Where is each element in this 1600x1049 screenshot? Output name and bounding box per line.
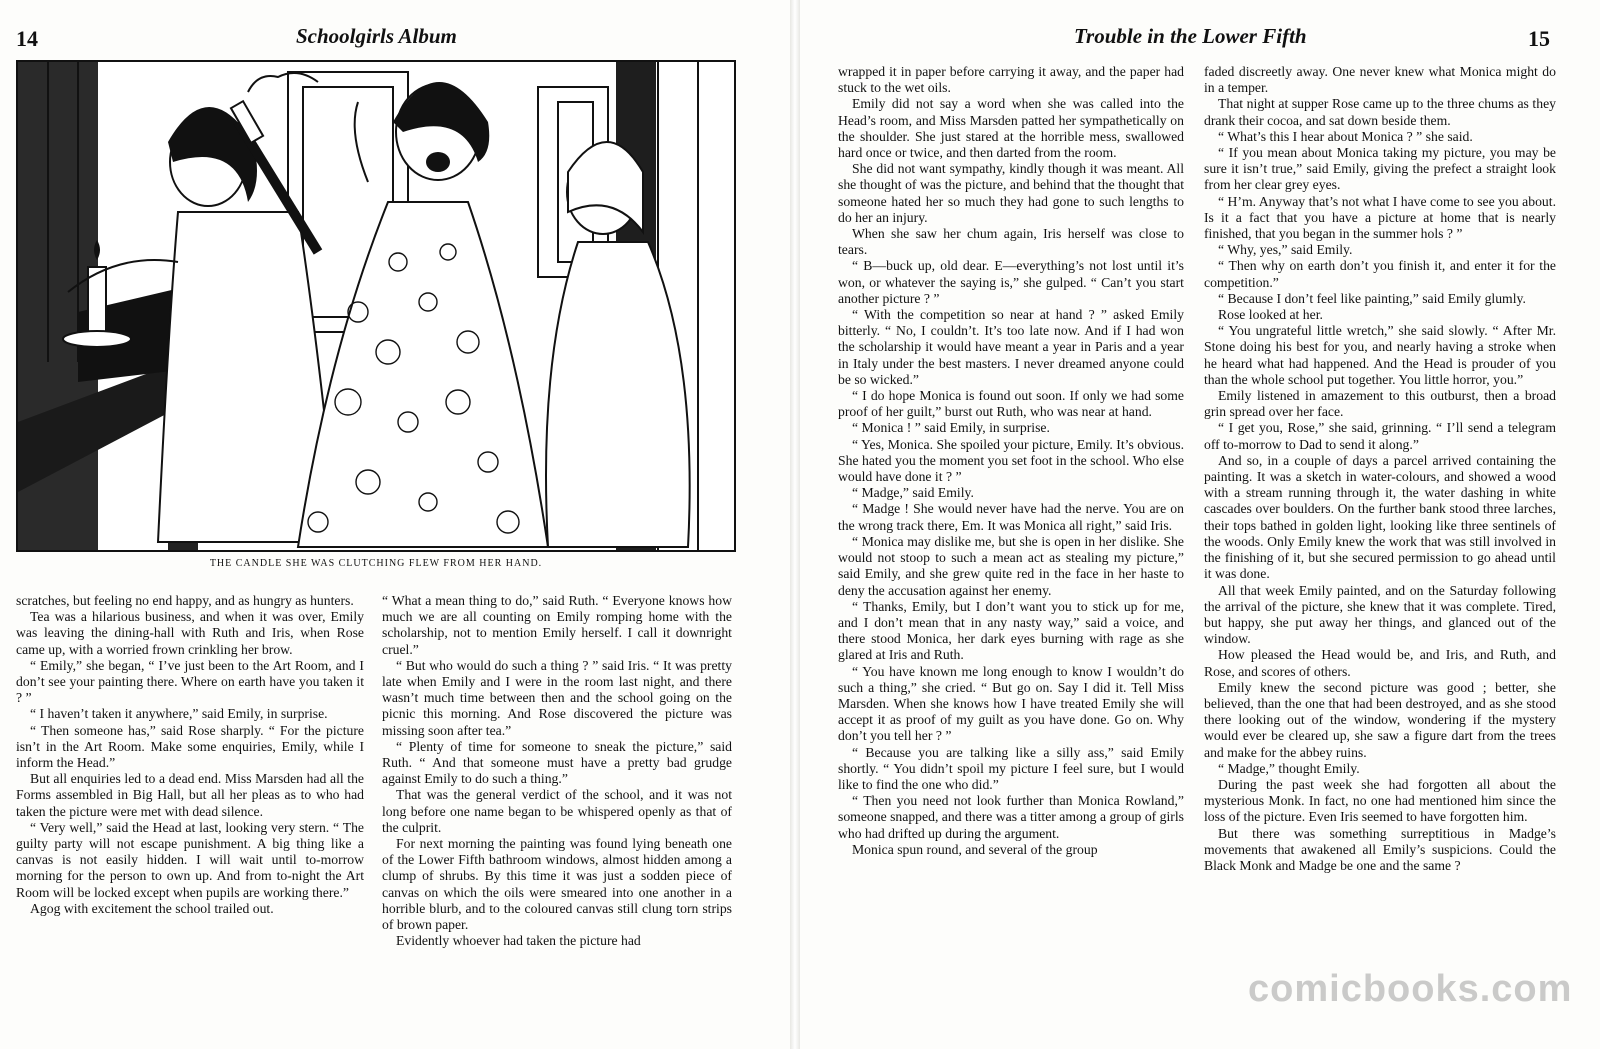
paragraph: “ Yes, Monica. She spoiled your picture, Emily. It’s obvious. She hated you the moment you set foot in the school. Who else would have done it ? ” bbox=[838, 436, 1184, 485]
paragraph: “ You have known me long enough to know I wouldn’t do such a thing,” she cried. “ But go on. Say I did it. Tell Miss Marsden. When she knows how I have treated Emily she will accept it as proof of my guilt as you have done. Go on. Why don’t you tell her ? ” bbox=[838, 663, 1184, 744]
paragraph: “ Monica ! ” said Emily, in surprise. bbox=[852, 420, 1050, 436]
right-page-number: 15 bbox=[1528, 26, 1550, 51]
paragraph: When she saw her chum again, Iris herself was close to tears. bbox=[838, 226, 1184, 258]
paragraph: “ What’s this I hear about Monica ? ” she said. bbox=[1218, 128, 1473, 144]
paragraph: For next morning the painting was found lying beneath one of the Lower Fifth bathroom windows, almost hidden among a clump of shrubs. By this time it was just a sodden piece of canvas on which the oils were smeared into one another in a horrible blurb, and to the coloured canvas still clung torn strips of brown paper. bbox=[382, 836, 732, 933]
paragraph: Tea was a hilarious business, and when it was over, Emily was leaving the dining-hall with Ruth and Iris, when Rose came up, with a worried frown crinkling her brow. bbox=[16, 609, 364, 657]
paragraph: faded discreetly away. One never knew what Monica might do in a temper. bbox=[1204, 64, 1556, 96]
paragraph: How pleased the Head would be, and Iris, and Ruth, and Rose, and scores of others. bbox=[1204, 647, 1556, 679]
paragraph: Emily did not say a word when she was called into the Head’s room, and Miss Marsden patted her sympathetically on the shoulder. She just stared at the horrible mess, swallowed hard once or twice, and then darted from the room. bbox=[838, 96, 1184, 161]
paragraph: “ B—buck up, old dear. E—everything’s not lost until it’s won, or whatever the saying is,” she gulped. “ Can’t you start another picture ? ” bbox=[838, 258, 1184, 306]
left-page-number: 14 bbox=[16, 26, 38, 51]
watermark: comicbooks.com bbox=[1248, 968, 1573, 1010]
right-column-1 bbox=[838, 64, 1184, 1010]
paragraph: “ Because you are talking like a silly ass,” said Emily shortly. “ You didn’t spoil my picture I feel sure, but I would like to find the one who did.” bbox=[838, 744, 1184, 792]
paragraph: “ Thanks, Emily, but I don’t want you to stick up for me, and I don’t mean that in any nasty way,” said a voice, and there stood Monica, her dark eyes burning with rage as she glared at Iris and Ruth. bbox=[838, 598, 1184, 663]
paragraph: “ Monica may dislike me, but she is open in her dislike. She would not stoop to such a mean act as stealing my picture,” said Emily, and she grew quite red in the face in her haste to deny the accusation against her enemy. bbox=[838, 533, 1184, 598]
paragraph: “ Very well,” said the Head at last, looking very stern. “ The guilty party will not escape punishment. A big thing like a canvas is not easily hidden. I will wait until to-morrow morning for the person to own up. And from to-night the Art Room will be locked except when pupils are working there.” bbox=[16, 819, 364, 900]
paragraph: Emily listened in amazement to this outburst, then a broad grin spread over her face. bbox=[1204, 388, 1556, 420]
paragraph: “ Then you need not look further than Monica Rowland,” someone snapped, and there was a titter among a group of girls who had drifted up during the argument. bbox=[838, 793, 1184, 841]
left-column-2 bbox=[382, 593, 732, 1011]
paragraph: “ Because I don’t feel like painting,” said Emily glumly. bbox=[1218, 290, 1526, 306]
page-gutter bbox=[790, 0, 800, 1049]
right-column-2 bbox=[1204, 64, 1556, 1010]
left-running-head: Schoolgirls Album bbox=[296, 24, 457, 48]
paragraph: “ You ungrateful little wretch,” she said slowly. “ After Mr. Stone doing his best for you, and nearly having a stroke when he heard what had happened. And the Head is prouder of you than the whole school put together. You little horror, you.” bbox=[1204, 323, 1556, 387]
paragraph: Monica spun round, and several of the group bbox=[852, 841, 1098, 857]
right-running-head: Trouble in the Lower Fifth bbox=[1074, 24, 1307, 48]
paragraph: “ Then why on earth don’t you finish it, and enter it for the competition.” bbox=[1204, 258, 1556, 290]
paragraph: “ I haven’t taken it anywhere,” said Emily, in surprise. bbox=[30, 706, 328, 722]
right-page bbox=[800, 0, 1600, 1049]
left-column-1 bbox=[16, 593, 364, 1011]
paragraph: Evidently whoever had taken the picture had bbox=[396, 933, 641, 949]
left-page bbox=[0, 0, 790, 1049]
paragraph: All that week Emily painted, and on the Saturday following the arrival of the picture, she knew that it was complete. Tired, but happy, she put away her things, and glanced out of the window. bbox=[1204, 582, 1556, 647]
paragraph: “ Plenty of time for someone to sneak the picture,” said Ruth. “ And that someone must have a pretty bad grudge against Emily to do such a thing.” bbox=[382, 738, 732, 787]
paragraph: “ Madge,” thought Emily. bbox=[1218, 760, 1360, 776]
paragraph: “ I get you, Rose,” she said, grinning. “ I’ll send a telegram off to-morrow to Dad to send it along.” bbox=[1204, 420, 1556, 452]
paragraph: “ But who would do such a thing ? ” said Iris. “ It was pretty late when Emily and I were in the room last night, and there wasn’t much time between then and the school going on the picnic this morning. And Rose discovered the picture was missing soon after tea.” bbox=[382, 657, 732, 738]
paragraph: Emily knew the second picture was good ; better, she believed, than the one that had been destroyed, and as she stood there looking out of the window, wondering if the mystery would ever be cleared up, she saw a figure dart from the trees and make for the abbey ruins. bbox=[1204, 679, 1556, 760]
paragraph: “ Madge ! She would never have had the nerve. You are on the wrong track there, Em. It was Monica all right,” said Iris. bbox=[838, 501, 1184, 533]
paragraph: scratches, but feeling no end happy, and as hungry as hunters. bbox=[16, 593, 354, 608]
story-illustration bbox=[16, 60, 736, 552]
paragraph: And so, in a couple of days a parcel arrived containing the painting. It was a sketch in water-colours, and showed a wood with a stream running through it, the water dashing in white cascades over boulders. On the further bank stood three larches, their tops bathed in golden light, looking like three sentinels of the woods. Only Emily knew the work that was still involved in the finishing of it, but she secured permission to go ahead until it was done. bbox=[1204, 452, 1556, 582]
paragraph: But there was something surreptitious in Madge’s movements that awakened all Emily’s suspicions. Could the Black Monk and Madge be one and the same ? bbox=[1204, 825, 1556, 873]
paragraph: “ H’m. Anyway that’s not what I have come to see you about. Is it a fact that you have a picture at home that is nearly finished, that you began in the summer hols ? ” bbox=[1204, 193, 1556, 242]
paragraph: She did not want sympathy, kindly though it was meant. All she thought of was the picture, and behind that the thought that someone hated her so much they had gone to such lengths to do her an injury. bbox=[838, 161, 1184, 225]
paragraph: “ Why, yes,” said Emily. bbox=[1218, 242, 1353, 258]
paragraph: “ Then someone has,” said Rose sharply. “ For the picture isn’t in the Art Room. Make some enquiries, Emily, while I inform the Head.” bbox=[16, 722, 364, 771]
paragraph: “ I do hope Monica is found out soon. If only we had some proof of her guilt,” burst out Ruth, who was near at hand. bbox=[838, 388, 1184, 420]
paragraph: “ What a mean thing to do,” said Ruth. “ Everyone knows how much we are all counting on Emily romping home with the scholarship, not to mention Emily herself. I call it downright cruel.” bbox=[382, 593, 732, 657]
illustration-caption: THE CANDLE SHE WAS CLUTCHING FLEW FROM HER HAND. bbox=[209, 558, 543, 569]
paragraph: During the past week she had forgotten all about the mysterious Monk. In fact, no one had mentioned him since the loss of the picture. Even Iris seemed to have forgotten him. bbox=[1204, 776, 1556, 825]
paragraph: “ If you mean about Monica taking my picture, you may be sure it isn’t true,” said Emily, giving the prefect a straight look from her clear grey eyes. bbox=[1204, 145, 1556, 193]
paragraph: But all enquiries led to a dead end. Miss Marsden had all the Forms assembled in Big Hall, but all her pleas as to who had taken the picture were met with dead silence. bbox=[16, 771, 364, 819]
paragraph: “ With the competition so near at hand ? ” asked Emily bitterly. “ No, I couldn’t. It’s too late now. And if I had won the scholarship it would have meant a year in Paris and a year in Italy under the best masters. I never dreamed anyone could be so wicked.” bbox=[838, 307, 1184, 387]
paragraph: “ Emily,” she began, “ I’ve just been to the Art Room, and I don’t see your painting there. Where on earth have you taken it ? ” bbox=[16, 657, 364, 706]
paragraph: Rose looked at her. bbox=[1218, 307, 1323, 323]
paragraph: “ Madge,” said Emily. bbox=[852, 485, 974, 501]
paragraph: wrapped it in paper before carrying it away, and the paper had stuck to the wet oils. bbox=[838, 64, 1184, 96]
paragraph: Agog with excitement the school trailed out. bbox=[30, 900, 274, 916]
illustration-drawing bbox=[18, 62, 734, 550]
paragraph: That night at supper Rose came up to the three chums as they drank their cocoa, and sat down beside them. bbox=[1204, 96, 1556, 128]
paragraph: That was the general verdict of the school, and it was not long before one name began to be whispered openly as that of the culprit. bbox=[382, 787, 732, 835]
